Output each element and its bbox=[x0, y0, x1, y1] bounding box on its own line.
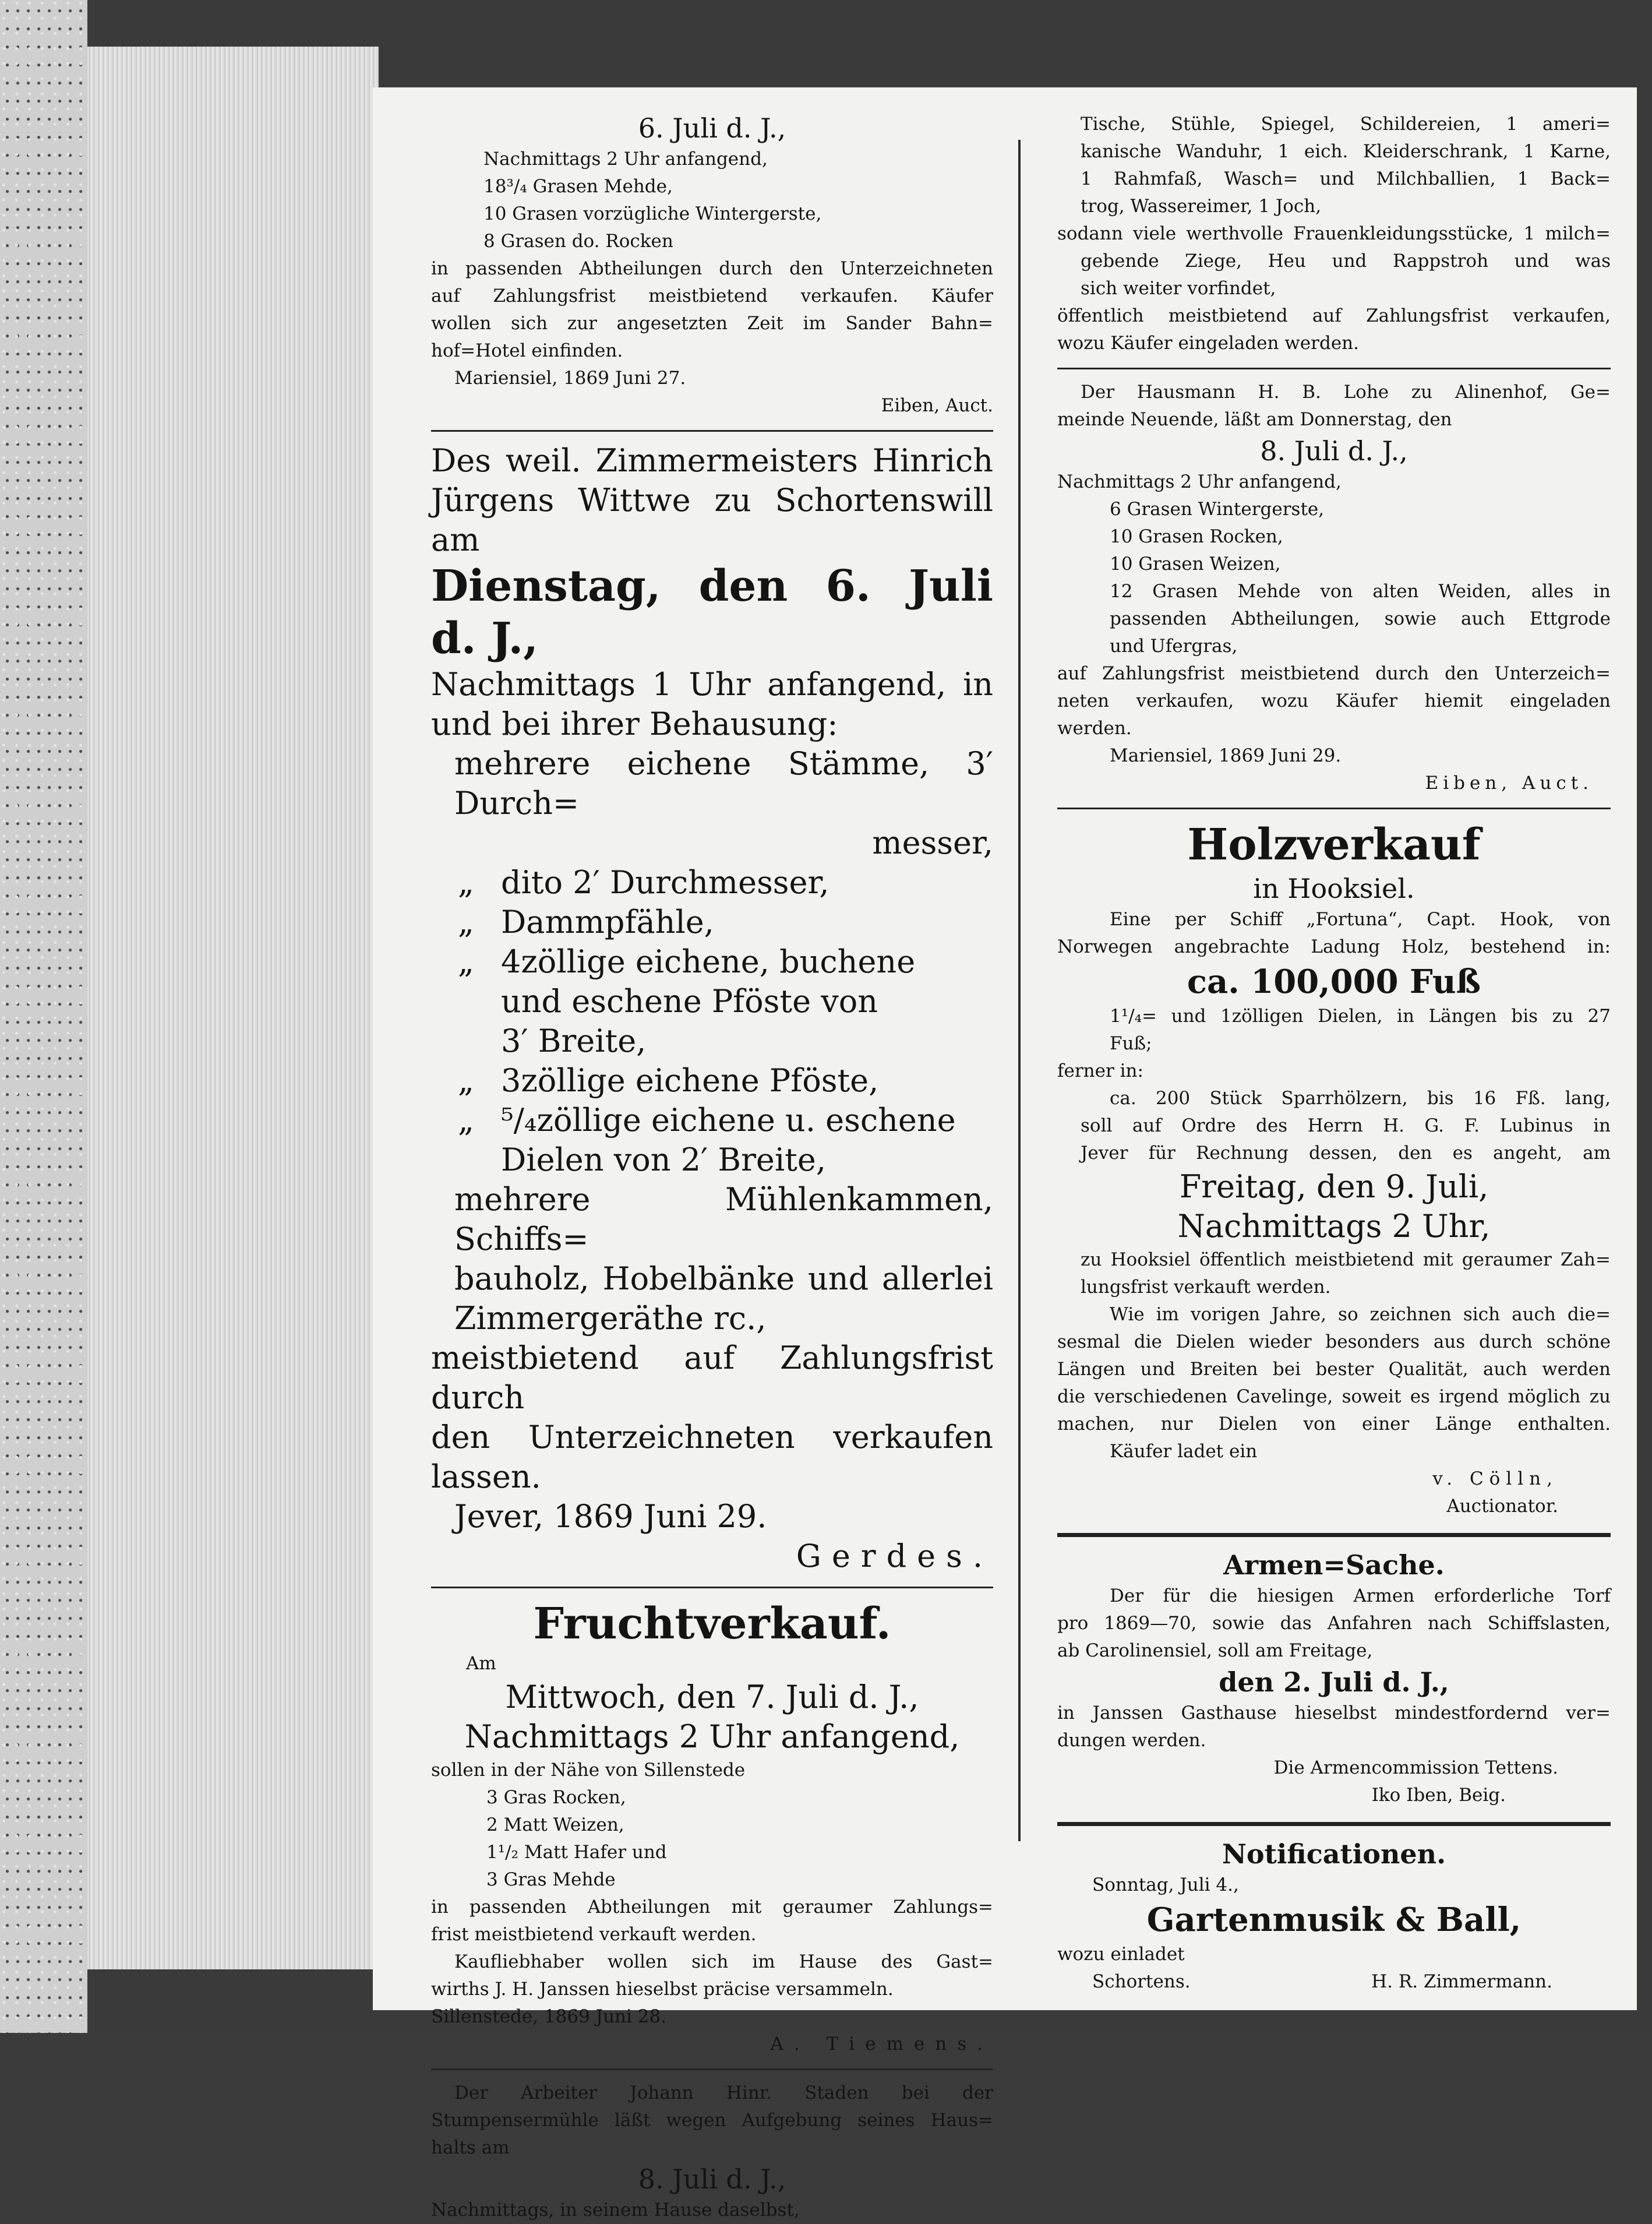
ad-date: Freitag, den 9. Juli, bbox=[1179, 1168, 1489, 1205]
ad-body-line: 1¹/₄= und 1zölligen Dielen, in Längen bis zu 27 bbox=[1110, 1006, 1611, 1027]
left-column bbox=[431, 111, 993, 2224]
ditto-text: ⁵/₄zöllige eichene u. eschene bbox=[501, 1102, 956, 1139]
ad-body-line: die verschiedenen Cavelinge, soweit es irgend möglich zu bbox=[1057, 1386, 1611, 1407]
ad-date: 6. Juli d. J., bbox=[638, 112, 786, 144]
ad-date-year: d. J., bbox=[431, 614, 539, 664]
ad-ditto-item bbox=[431, 1061, 993, 1101]
ad-fruchtverkauf bbox=[431, 1598, 993, 2058]
ad-place-date: Mariensiel, 1869 Juni 27. bbox=[454, 368, 686, 389]
column-divider bbox=[1018, 140, 1021, 1841]
ditto-text: 3zöllige eichene Pföste, bbox=[501, 1062, 879, 1099]
ad-item: passenden Abtheilungen, sowie auch Ettgrode bbox=[1110, 608, 1611, 629]
ad-signature: Iko Iben, Beig. bbox=[1371, 1785, 1506, 1806]
ad-body-line: zu Hooksiel öffentlich meistbietend mit geraumer Zah= bbox=[1081, 1249, 1611, 1270]
ad-body-line: ferner in: bbox=[1057, 1060, 1143, 1081]
ditto-text-cont: Dielen von 2′ Breite, bbox=[501, 1141, 826, 1178]
ad-item: 18³/₄ Grasen Mehde, bbox=[483, 176, 673, 197]
ad-body-line: öffentlich meistbietend auf Zahlungsfrist verkaufen, bbox=[1057, 305, 1611, 326]
ad-lead: Eine per Schiff „Fortuna“, Capt. Hook, von bbox=[1110, 909, 1611, 930]
ad-zimmermeister-auction bbox=[431, 441, 993, 1576]
ad-item: 3 Gras Rocken, bbox=[486, 1787, 626, 1808]
ad-body-line: auf Zahlungsfrist meistbietend durch den Unterzeich= bbox=[1057, 663, 1611, 684]
ad-signature: A. Tiemens. bbox=[770, 2033, 993, 2054]
ad-lead: sollen in der Nähe von Sillenstede bbox=[431, 1760, 746, 1781]
ad-date: 8. Juli d. J., bbox=[1260, 435, 1408, 467]
ad-body-line: ca. 200 Stück Sparrhölzern, bis 16 Fß. lang, bbox=[1110, 1088, 1611, 1109]
ad-signature: Eiben, Auct. bbox=[1425, 773, 1593, 794]
ditto-text: dito 2′ Durchmesser, bbox=[501, 864, 829, 901]
ad-body-line: den Unterzeichneten verkaufen lassen. bbox=[431, 1419, 993, 1495]
ad-body-line: dungen werden. bbox=[1057, 1730, 1206, 1751]
ditto-mark: „ bbox=[458, 904, 474, 940]
ad-time: Nachmittags 2 Uhr anfangend, bbox=[483, 149, 768, 170]
ad-body-line: Tische, Stühle, Spiegel, Schildereien, 1 ameri= bbox=[1081, 114, 1611, 135]
ditto-text: 4zöllige eichene, buchene bbox=[501, 943, 916, 980]
ad-item: 10 Grasen vorzügliche Wintergerste, bbox=[483, 203, 822, 224]
ad-time: Nachmittags 2 Uhr anfangend, bbox=[464, 1718, 960, 1755]
ad-body-line: Kaufliebhaber wollen sich im Hause des Gast= bbox=[454, 1951, 993, 1972]
ad-body-line: werden. bbox=[1057, 718, 1132, 739]
ad-mehde-auction bbox=[431, 111, 993, 420]
ad-signature: v. Cölln, bbox=[1432, 1468, 1558, 1489]
ad-lohe-auction bbox=[1057, 379, 1611, 797]
ad-invite: wozu einladet bbox=[1057, 1944, 1185, 1965]
ad-body-line: sich weiter vorfindet, bbox=[1081, 278, 1276, 299]
ad-body-line: gebende Ziege, Heu und Rappstroh und was bbox=[1081, 251, 1611, 272]
ad-signature: Die Armencommission Tettens. bbox=[1273, 1757, 1558, 1778]
ad-time: Nachmittags 2 Uhr, bbox=[1177, 1208, 1491, 1245]
ad-body-line: bauholz, Hobelbänke und allerlei bbox=[454, 1260, 993, 1297]
ad-ditto-item bbox=[431, 942, 993, 982]
ad-title: Fruchtverkauf. bbox=[533, 1599, 891, 1649]
ad-item: 10 Grasen Rocken, bbox=[1110, 526, 1283, 547]
ad-date: Dienstag, den 6. Juli bbox=[431, 561, 993, 611]
ad-body-line: Der für die hiesigen Armen erforderliche Torf bbox=[1110, 1585, 1611, 1606]
ad-signature: H. R. Zimmermann. bbox=[1371, 1971, 1552, 1992]
ad-signature-role: Auctionator. bbox=[1446, 1496, 1558, 1517]
ad-signature: Gerdes. bbox=[796, 1538, 993, 1574]
ad-item: 6 Grasen Wintergerste, bbox=[1110, 499, 1325, 520]
ad-place: Schortens. bbox=[1092, 1971, 1191, 1992]
ad-amount: ca. 100,000 Fuß bbox=[1187, 963, 1481, 1001]
ad-item: mehrere eichene Stämme, 3′ Durch= bbox=[454, 745, 993, 822]
ad-item: 8 Grasen do. Rocken bbox=[483, 231, 673, 252]
ad-signature: Eiben, Auct. bbox=[881, 395, 993, 416]
ad-item: und Ufergras, bbox=[1110, 636, 1238, 657]
ad-date: Sonntag, Juli 4., bbox=[1092, 1874, 1239, 1895]
ad-time-line: und bei ihrer Behausung: bbox=[431, 706, 838, 742]
ad-body-line: halts am bbox=[431, 2137, 510, 2158]
ad-body-line: trog, Wassereimer, 1 Joch, bbox=[1081, 196, 1322, 217]
ad-intro-line: meinde Neuende, läßt am Donnerstag, den bbox=[1057, 409, 1452, 430]
divider-thick bbox=[1057, 1822, 1611, 1826]
ditto-mark: „ bbox=[458, 1062, 474, 1099]
ad-body-line: Längen und Breiten bei bester Qualität, auch werden bbox=[1057, 1359, 1611, 1380]
ditto-mark: „ bbox=[458, 1102, 474, 1139]
ad-body-line: 1 Rahmfaß, Wasch= und Milchballien, 1 Back= bbox=[1081, 168, 1611, 189]
ad-body-line: Fuß; bbox=[1110, 1033, 1152, 1054]
ad-date: den 2. Juli d. J., bbox=[1219, 1666, 1449, 1698]
ad-body-line: Der Arbeiter Johann Hinr. Staden bei der bbox=[454, 2082, 993, 2103]
ad-intro-line: Der Hausmann H. B. Lohe zu Alinenhof, Ge= bbox=[1081, 382, 1611, 403]
ad-intro-line: Jürgens Wittwe zu Schortenswill am bbox=[431, 482, 993, 558]
ad-time-line: Nachmittags 1 Uhr anfangend, in bbox=[431, 666, 993, 703]
ad-time: Nachmittags, in seinem Hause daselbst, bbox=[431, 2200, 800, 2221]
ad-notificationen bbox=[1057, 1837, 1611, 1996]
ad-ditto-item bbox=[431, 903, 993, 942]
ad-body-line: wollen sich zur angesetzten Zeit im Sander Bahn= bbox=[431, 313, 993, 334]
ad-item: 10 Grasen Weizen, bbox=[1110, 554, 1281, 574]
ad-body-line: wirths J. H. Janssen hieselbst präcise versammeln. bbox=[431, 1979, 894, 2000]
ad-body-line: frist meistbietend verkauft werden. bbox=[431, 1924, 757, 1945]
divider bbox=[1057, 368, 1611, 369]
ad-body-line: auf Zahlungsfrist meistbietend verkaufen. Käufer bbox=[431, 286, 993, 306]
ad-item: 2 Matt Weizen, bbox=[486, 1814, 624, 1835]
ad-ditto-item bbox=[431, 863, 993, 903]
ad-body-line: Jever für Rechnung dessen, den es angeht, am bbox=[1081, 1143, 1611, 1164]
ad-place-date: Sillenstede, 1869 Juni 28. bbox=[431, 2006, 667, 2027]
ad-body-line: kanische Wanduhr, 1 eich. Kleiderschrank, 1 Karne, bbox=[1081, 141, 1611, 162]
divider-thick bbox=[1057, 1533, 1611, 1537]
ad-title: Holzverkauf bbox=[1187, 820, 1481, 870]
ad-title: Armen=Sache. bbox=[1223, 1549, 1445, 1581]
ad-time: Nachmittags 2 Uhr anfangend, bbox=[1057, 471, 1342, 492]
ditto-text-cont: und eschene Pföste von bbox=[501, 983, 878, 1020]
ad-headline: Gartenmusik & Ball, bbox=[1146, 1901, 1522, 1939]
ditto-mark: „ bbox=[458, 864, 474, 901]
ad-body-line: Zimmergeräthe rc., bbox=[454, 1300, 767, 1337]
ad-household-items bbox=[1057, 111, 1611, 357]
divider bbox=[1057, 808, 1611, 809]
ad-intro-line: Des weil. Zimmermeisters Hinrich bbox=[431, 442, 993, 479]
ad-body-line: lungsfrist verkauft werden. bbox=[1081, 1277, 1331, 1298]
ad-body-line: ab Carolinensiel, soll am Freitage, bbox=[1057, 1640, 1373, 1661]
ad-item: 12 Grasen Mehde von alten Weiden, alles in bbox=[1110, 581, 1611, 602]
ad-footer-row bbox=[1057, 1968, 1611, 1996]
ad-body-line: sodann viele werthvolle Frauenkleidungsstücke, 1 milch= bbox=[1057, 223, 1611, 244]
ad-body-line: neten verkaufen, wozu Käufer hiemit eingeladen bbox=[1057, 690, 1611, 711]
divider bbox=[431, 1587, 993, 1588]
ditto-text: Dammpfähle, bbox=[501, 904, 714, 940]
ad-body-line: mehrere Mühlenkammen, Schiffs= bbox=[454, 1181, 993, 1257]
book-cover-edge bbox=[0, 0, 87, 2033]
ad-body-line: sesmal die Dielen wieder besonders aus durch schöne bbox=[1057, 1331, 1611, 1352]
ad-body-line: wozu Käufer eingeladen werden. bbox=[1057, 333, 1359, 354]
ad-body-line: in passenden Abtheilungen mit geraumer Zahlungs= bbox=[431, 1897, 993, 1918]
ad-body-line: in Janssen Gasthause hieselbst mindestfordernd ver= bbox=[1057, 1703, 1611, 1723]
ditto-text-cont: 3′ Breite, bbox=[501, 1023, 647, 1059]
divider bbox=[431, 2068, 993, 2070]
ad-place-date: Jever, 1869 Juni 29. bbox=[454, 1498, 767, 1535]
ad-body-line: Wie im vorigen Jahre, so zeichnen sich auch die= bbox=[1110, 1304, 1611, 1325]
ad-place-date: Mariensiel, 1869 Juni 29. bbox=[1110, 745, 1342, 766]
right-column bbox=[1057, 111, 1611, 1996]
ad-item: 3 Gras Mehde bbox=[486, 1869, 616, 1890]
ad-body-line: Stumpensermühle läßt wegen Aufgebung seines Haus= bbox=[431, 2110, 993, 2131]
ad-item: 1¹/₂ Matt Hafer und bbox=[486, 1842, 667, 1863]
ad-body-line: in passenden Abtheilungen durch den Unterzeichneten bbox=[431, 258, 993, 279]
ad-body-line: machen, nur Dielen von einer Länge enthalten. bbox=[1057, 1414, 1611, 1435]
ad-invite: Käufer ladet ein bbox=[1110, 1441, 1258, 1462]
ad-armen-sache bbox=[1057, 1548, 1611, 1809]
ad-title: Notificationen. bbox=[1222, 1838, 1446, 1870]
ad-lead: Norwegen angebrachte Ladung Holz, bestehend in: bbox=[1057, 936, 1611, 957]
ad-body-line: pro 1869—70, sowie das Anfahren nach Schiffslasten, bbox=[1057, 1613, 1611, 1634]
ad-staden-auction bbox=[431, 2080, 993, 2224]
ad-ditto-item bbox=[431, 1101, 993, 1140]
ad-body-line: hof=Hotel einfinden. bbox=[431, 340, 623, 361]
ad-date: 8. Juli d. J., bbox=[638, 2163, 786, 2195]
ad-body-line: soll auf Ordre des Herrn H. G. F. Lubinus in bbox=[1081, 1115, 1611, 1136]
ad-item: messer, bbox=[872, 824, 993, 861]
ad-date: Mittwoch, den 7. Juli d. J., bbox=[505, 1679, 919, 1715]
divider bbox=[431, 430, 993, 432]
ditto-mark: „ bbox=[458, 943, 474, 980]
ad-am: Am bbox=[466, 1653, 496, 1674]
ad-body-line: meistbietend auf Zahlungsfrist durch bbox=[431, 1340, 993, 1416]
ad-subtitle: in Hooksiel. bbox=[1253, 873, 1415, 904]
ad-holzverkauf bbox=[1057, 819, 1611, 1520]
page-stack-edge bbox=[87, 47, 379, 1969]
